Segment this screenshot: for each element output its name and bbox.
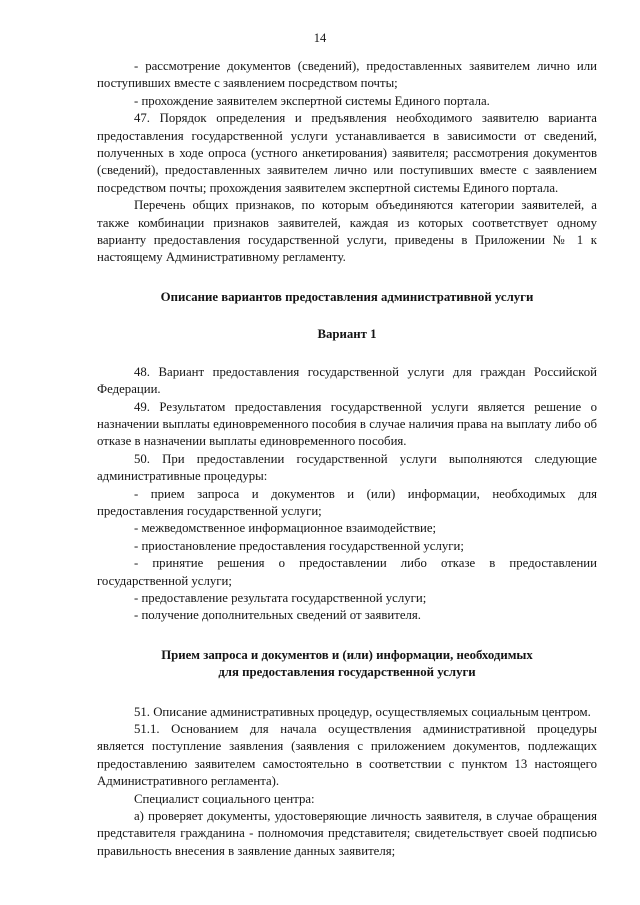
paragraph-51: 51. Описание административных процедур, осуществляемых социальным центром. [134, 704, 591, 719]
list-item: - принятие решения о предоставлении либо отказе в предоставлении государственной услуги; [97, 556, 597, 588]
paragraph: - рассмотрение документов (сведений), предоставленных заявителем лично или поступивших вместе с заявлением посредством почты; [97, 59, 597, 91]
paragraph-50: 50. При предоставлении государственной услуги выполняются следующие административные процедуры: [97, 451, 597, 484]
list-item: - прием запроса и документов и (или) информации, необходимых для предоставления государственной услуги; [97, 486, 597, 518]
document-body [97, 58, 597, 860]
section-heading-line-2: для предоставления государственной услуги [218, 665, 476, 680]
paragraph: Специалист социального центра: [134, 791, 315, 806]
page-number: 14 [313, 31, 327, 45]
paragraph-49: 49. Результатом предоставления государственной услуги является решение о назначении выплаты единовременного пособия в случае наличия права на выплату либо об отказе в назначении выплаты единовременного пособия. [97, 399, 597, 449]
list-item: - межведомственное информационное взаимодействие; [134, 521, 437, 536]
subsection-heading: Вариант 1 [317, 327, 377, 342]
paragraph: Перечень общих признаков, по которым объединяются категории заявителей, а также комбинации признаков заявителей, каждая из которых соответствует одному варианту предоставления государственной услуги, приведены в Приложении № 1 к настоящему Административному регламенту. [97, 198, 597, 265]
paragraph-48: 48. Вариант предоставления государственной услуги для граждан Российской Федерации. [97, 364, 597, 397]
list-item: - предоставление результата государственной услуги; [134, 590, 427, 605]
paragraph-51-1: 51.1. Основанием для начала осуществления административной процедуры является поступление заявления (заявления с приложением документов, подлежащих предоставлению заявителем самостоятельно в соответствии с пунктом 13 настоящего Административного регламента). [97, 722, 597, 789]
section-heading: Описание вариантов предоставления административной услуги [160, 289, 534, 304]
list-item: - приостановление предоставления государственной услуги; [134, 538, 464, 553]
paragraph-47: 47. Порядок определения и предъявления необходимого заявителю варианта предоставления государственной услуги устанавливается в зависимости от сведений, полученных в ходе опроса (устного анкетирования) заявителя; рассмотрения документов (сведений), предоставленных заявителем лично или поступивших вместе с заявлением посредством почты; прохождения заявителем экспертной системы Единого портала. [97, 111, 597, 195]
paragraph: - прохождение заявителем экспертной системы Единого портала. [134, 93, 490, 108]
list-item: - получение дополнительных сведений от заявителя. [134, 608, 421, 623]
paragraph: а) проверяет документы, удостоверяющие личность заявителя, в случае обращения представителя гражданина - полномочия представителя; свидетельствует своей подписью правильность внесения в заявление данных заявителя; [97, 809, 597, 858]
section-heading-line-1: Прием запроса и документов и (или) информации, необходимых [161, 647, 533, 662]
